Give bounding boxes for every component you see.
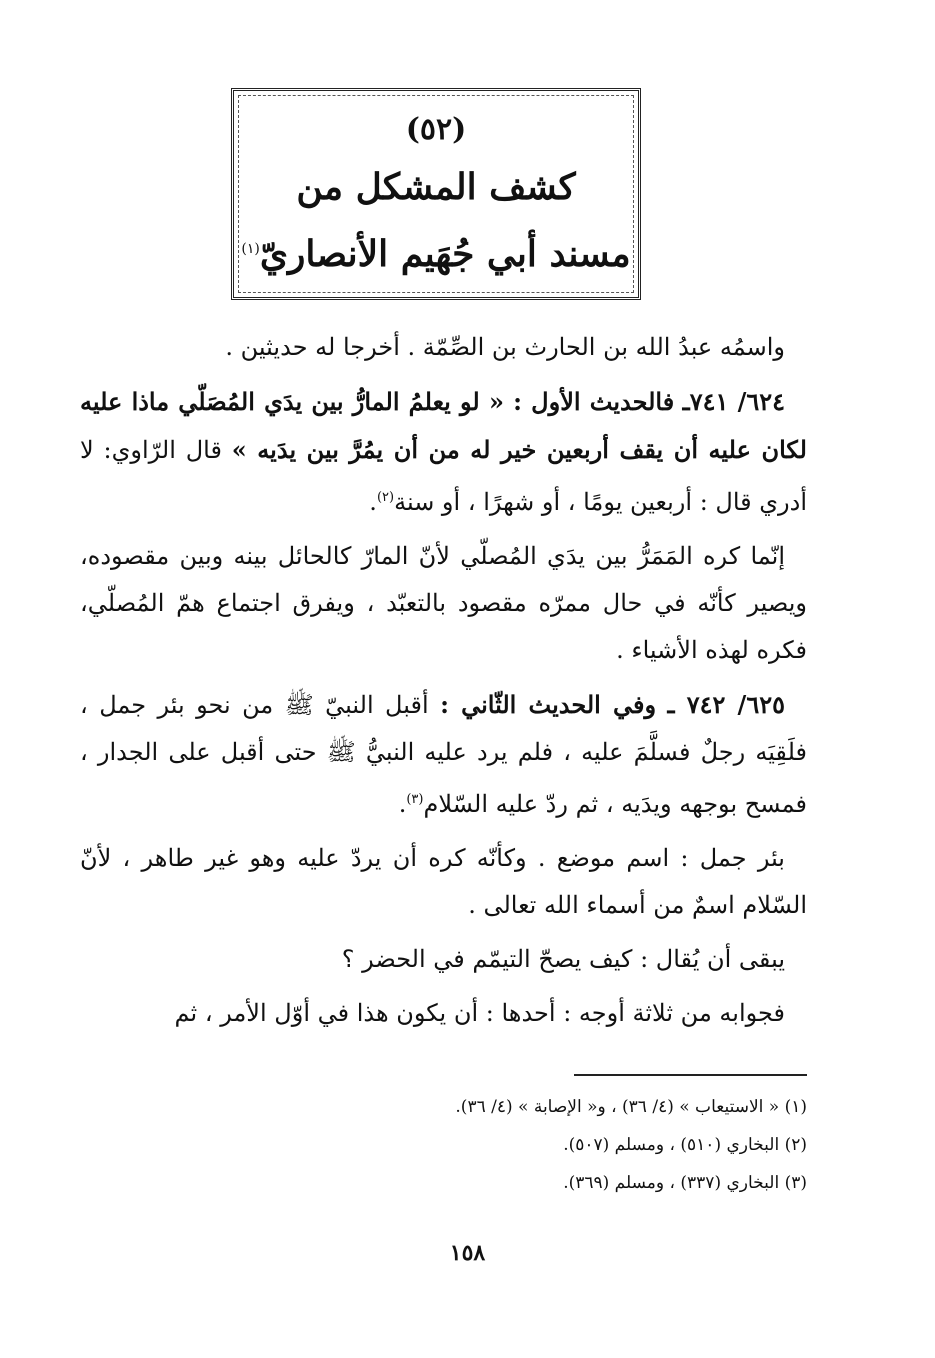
hadith-1-ref: ٦٢٤/ ٧٤١ـ [682, 387, 786, 416]
footnote-1: (١) « الاستيعاب » (٤/ ٣٦) ، و« الإصابة » (٤/ ٣٦). [455, 1097, 807, 1117]
intro-paragraph: واسمُه عبدُ الله بن الحارث بن الصِّمّة . أخرجا له حديثين . [225, 333, 785, 361]
chapter-title-box [231, 88, 641, 300]
footnote-ref-3: (٣) [406, 792, 424, 807]
chapter-title-text: مسند أبي جُهَيم الأنصاريّ [259, 232, 631, 275]
page-number: ١٥٨ [449, 1240, 486, 1266]
footnote-divider [574, 1074, 807, 1076]
explanation-paragraph-1: إنّما كره المَمَرُّ بين يدَي المُصلّي لأنّ المارّ كالحائل بينه وبين مقصوده، ويصير كأنّه في حال ممرّه مقصود بالتعبّد ، ويفرق اجتماع همّ المُصلّي، فكره لهذه الأشياء . [80, 542, 807, 664]
hadith-1-text: فالحديث الأول : « لو يعلمُ المارُّ بين يدَي المُصَلّي ماذا عليه لكان عليه أن يقف أربعين خير له من أن يمُرَّ بين يدَيه » [80, 387, 807, 464]
hadith-2-end: . [398, 790, 407, 818]
footnote-ref-2: (٢) [376, 490, 395, 505]
question-paragraph: يبقى أن يُقال : كيف يصحّ التيمّم في الحضر ؟ [341, 945, 785, 973]
chapter-title-inner [238, 95, 634, 293]
chapter-title-line-2 [241, 218, 630, 285]
hadith-2-paragraph [80, 681, 807, 828]
footnote-3: (٣) البخاري (٣٣٧) ، ومسلم (٣٦٩). [563, 1173, 807, 1193]
hadith-2-text: أقبل النبيّ ﷺ من نحو بئر جمل ، فلَقِيَه رجلٌ فسلَّمَ عليه ، فلم يرد عليه النبيُّ ﷺ حتى أقبل على الجدار ، فمسح بوجهه ويدَيه ، ثم ردّ عليه السّلام [80, 691, 807, 818]
chapter-title-line-1: كشف المشكل من [296, 165, 576, 208]
title-footnote-ref: (١) [241, 240, 260, 257]
explanation-paragraph-2: بئر جمل : اسم موضع . وكأنّه كره أن يردّ عليه وهو غير طاهر ، لأنّ السّلام اسمٌ من أسماء الله تعالى . [80, 844, 807, 919]
hadith-2-ref: ٦٢٥/ ٧٤٢ ـ [667, 690, 785, 719]
hadith-2-heading: وفي الحديث الثّاني : [440, 690, 657, 719]
main-text [80, 324, 807, 1044]
footnotes [80, 1088, 807, 1202]
hadith-1-rest: قال الرّاوي: لا أدري قال : أربعين يومًا ، أو شهرًا ، أو سنة [80, 436, 807, 516]
chapter-number: (٥٢) [405, 111, 467, 147]
footnote-2: (٢) البخاري (٥١٠) ، ومسلم (٥٠٧). [563, 1135, 807, 1155]
answer-paragraph: فجوابه من ثلاثة أوجه : أحدها : أن يكون هذا في أوّل الأمر ، ثم [174, 999, 785, 1027]
hadith-1-paragraph [80, 378, 807, 526]
hadith-1-end: . [369, 488, 377, 516]
